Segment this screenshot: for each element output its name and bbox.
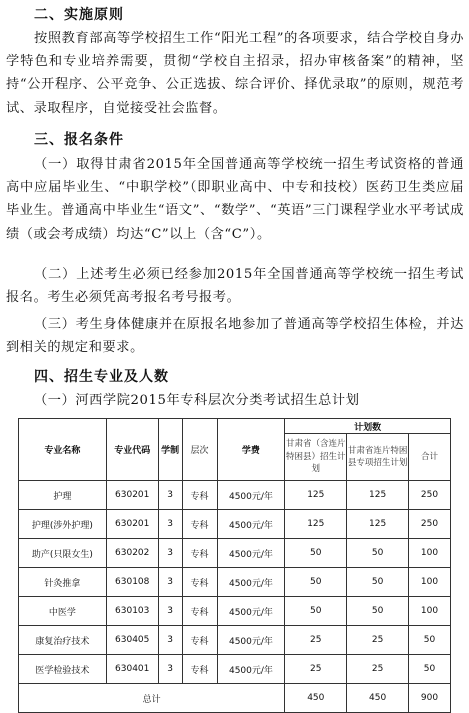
cell-major-name: 针灸推拿 [19, 568, 107, 597]
cell-major-code: 630405 [106, 626, 158, 655]
cell-plan-total: 100 [409, 568, 451, 597]
cell-fee: 4500元/年 [217, 539, 285, 568]
cell-plan-special: 25 [347, 655, 409, 684]
cell-total-sum: 900 [409, 684, 451, 713]
table-row [19, 568, 451, 597]
cell-plan-special: 50 [347, 597, 409, 626]
cell-level: 专科 [182, 655, 217, 684]
cell-major-name: 助产(只限女生) [19, 539, 107, 568]
cell-major-code: 630201 [106, 510, 158, 539]
cell-fee: 4500元/年 [217, 510, 285, 539]
cell-total-special: 450 [347, 684, 409, 713]
table-row [19, 539, 451, 568]
cell-plan-general: 125 [285, 481, 347, 510]
cell-plan-special: 50 [347, 539, 409, 568]
table-row [19, 510, 451, 539]
cell-major-code: 630201 [106, 481, 158, 510]
cell-plan-general: 50 [285, 597, 347, 626]
cell-major-code: 630401 [106, 655, 158, 684]
cell-years: 3 [158, 481, 182, 510]
cell-major-code: 630108 [106, 568, 158, 597]
cell-fee: 4500元/年 [217, 481, 285, 510]
cell-years: 3 [158, 655, 182, 684]
table-row [19, 655, 451, 684]
header-major-code: 专业代码 [106, 419, 158, 481]
cell-plan-total: 100 [409, 597, 451, 626]
cell-fee: 4500元/年 [217, 597, 285, 626]
section-2-paragraph: 按照教育部高等学校招生工作“阳光工程”的各项要求，结合学校自身办学特色和专业培养需要，贯彻“学校自主招录，招办审核备案”的精神，坚持“公开程序、公平竞争、公正选拔、综合评价、择优录取”的原则，规范考试、录取程序，自觉接受社会监督。 [6, 31, 464, 116]
cell-major-code: 630103 [106, 597, 158, 626]
cell-level: 专科 [182, 510, 217, 539]
cell-total-general: 450 [285, 684, 347, 713]
cell-plan-total: 50 [409, 626, 451, 655]
cell-plan-special: 125 [347, 481, 409, 510]
cell-level: 专科 [182, 597, 217, 626]
cell-plan-general: 25 [285, 626, 347, 655]
cell-plan-special: 25 [347, 626, 409, 655]
cell-years: 3 [158, 539, 182, 568]
header-level: 层次 [182, 419, 217, 481]
table-row [19, 597, 451, 626]
cell-total-label: 总计 [19, 684, 285, 713]
header-major-name: 专业名称 [19, 419, 107, 481]
section-3-paragraph-1: （一）取得甘肃省2015年全国普通高等学校统一招生考试资格的普通高中应届毕业生、“中职学校”（即职业高中、中专和技校）医药卫生类应届毕业生。普通高中毕业生“语文”、“数学”、“英语”三门课程学业水平考试成绩（或会考成绩）均达“C”以上（含“C”）。 [6, 157, 464, 242]
cell-major-code: 630202 [106, 539, 158, 568]
cell-major-name: 护理 [19, 481, 107, 510]
cell-years: 3 [158, 510, 182, 539]
cell-years: 3 [158, 597, 182, 626]
cell-level: 专科 [182, 568, 217, 597]
cell-years: 3 [158, 568, 182, 597]
section-2-title: 二、实施原则 [34, 7, 124, 23]
cell-fee: 4500元/年 [217, 626, 285, 655]
cell-plan-special: 125 [347, 510, 409, 539]
table-row [19, 626, 451, 655]
cell-fee: 4500元/年 [217, 655, 285, 684]
section-3-paragraph-2: （二）上述考生必须已经参加2015年全国普通高等学校统一招生考试报名。考生必须凭高考报名考号报考。 [6, 267, 464, 306]
section-3-title: 三、报名条件 [34, 132, 124, 148]
header-plan-count: 计划数 [285, 419, 451, 434]
cell-plan-total: 50 [409, 655, 451, 684]
table-caption: （一）河西学院2015年专科层次分类考试招生总计划 [34, 393, 360, 408]
section-4-title: 四、招生专业及人数 [34, 369, 169, 385]
cell-level: 专科 [182, 481, 217, 510]
cell-fee: 4500元/年 [217, 568, 285, 597]
cell-plan-general: 50 [285, 568, 347, 597]
table-row [19, 481, 451, 510]
cell-years: 3 [158, 626, 182, 655]
enrollment-plan-table [18, 418, 451, 713]
table-total-row [19, 684, 451, 713]
cell-level: 专科 [182, 539, 217, 568]
header-plan-general: 甘肃省（含连片特困县）招生计划 [285, 434, 347, 481]
header-plan-special: 甘肃省连片特困县专项招生计划 [347, 434, 409, 481]
header-fee: 学费 [217, 419, 285, 481]
header-plan-total: 合计 [409, 434, 451, 481]
section-3-paragraph-3: （三）考生身体健康并在原报名地参加了普通高等学校招生体检，并达到相关的规定和要求。 [6, 317, 464, 356]
header-years: 学制 [158, 419, 182, 481]
cell-plan-general: 125 [285, 510, 347, 539]
cell-plan-general: 25 [285, 655, 347, 684]
cell-level: 专科 [182, 626, 217, 655]
cell-major-name: 护理(涉外护理) [19, 510, 107, 539]
cell-major-name: 中医学 [19, 597, 107, 626]
cell-plan-total: 250 [409, 510, 451, 539]
cell-major-name: 康复治疗技术 [19, 626, 107, 655]
cell-plan-general: 50 [285, 539, 347, 568]
cell-plan-special: 50 [347, 568, 409, 597]
cell-major-name: 医学检验技术 [19, 655, 107, 684]
cell-plan-total: 250 [409, 481, 451, 510]
cell-plan-total: 100 [409, 539, 451, 568]
